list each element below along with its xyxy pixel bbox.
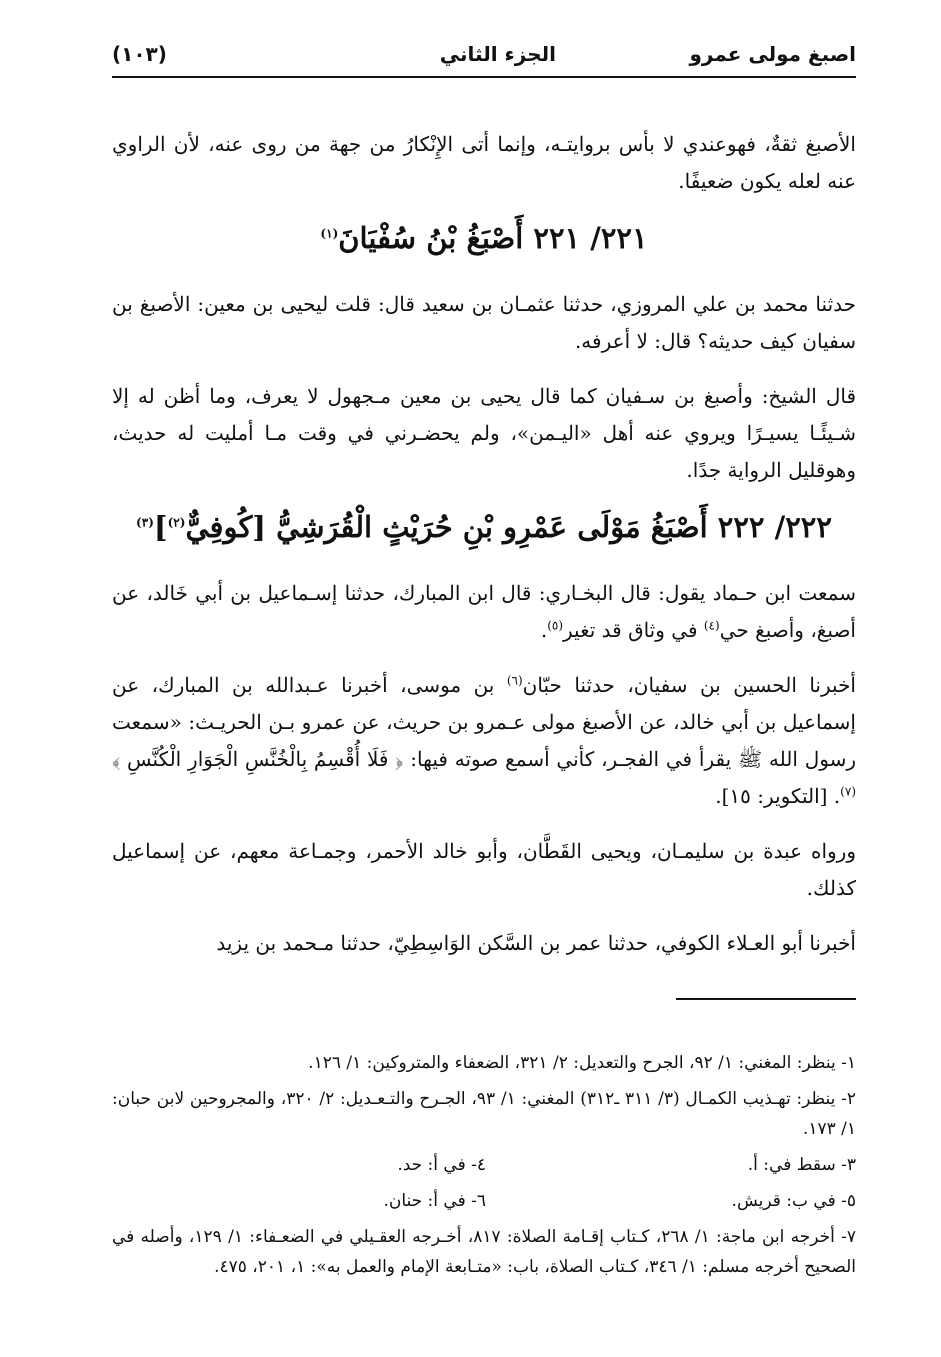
footnote-2: ٢- ينظر: تهـذيب الكمـال (٣/ ٣١١ ـ٣١٢) المغني: ١/ ٩٣، الجـرح والتـعـديل: ٢/ ٣٢٠، والمجروحين لابن حبان: ١/ ١٧٣.: [112, 1089, 856, 1139]
footnote-3: ٣- سقط في: أ.: [747, 1155, 856, 1175]
paragraph-5-c: . [التكوير: ١٥].: [715, 784, 841, 808]
entry-heading-222-text: ٢٢٢/ ٢٢٢ أَصْبَغُ مَوْلَى عَمْرِو بْنِ حُرَيْثٍ الْقُرَشِيُّ [كُوفِيٌّ: [185, 510, 832, 544]
footnote-ref-1: (١): [320, 226, 339, 241]
paragraph-4-mid: في وثاق قد تغير: [563, 618, 704, 642]
paragraph-7: أخبرنا أبو العـلاء الكوفي، حدثنا عمر بن السَّكن الوَاسِطِيّ، حدثنا مـحمد بن يزيد: [216, 931, 856, 955]
running-head-title: اصبغ مولى عمرو: [689, 42, 856, 66]
paragraph-4-end: .: [540, 618, 548, 642]
footnote-row-5-6: [112, 1186, 856, 1216]
paragraph-3: قال الشيخ: وأصبغ بن سـفيان كما قال يحيى بن معين مـجهول لا يعرف، وما أظن له إلا شـيئًـا يسيـرًا ويروي عنه أهل «اليـمن»، ولم يحضـرني في وقت مـا أمليت له حديث، وهوقليل الرواية جدًا.: [112, 384, 856, 482]
paragraph-4: [112, 575, 856, 649]
entry-heading-221-text: ٢٢١/ ٢٢١ أَصْبَغُ بْنُ سُفْيَانَ: [338, 221, 648, 255]
paragraph-5: [112, 667, 856, 815]
paragraph-1: الأصبغ ثقةٌ، فهوعندي لا بأس بروايتـه، وإنما أتى الإِنْكارُ من جهة من روى عنه، لأن الراوي عنه لعله يكون ضعيفًا.: [112, 132, 856, 193]
footnote-5: ٥- في ب: قريش.: [731, 1191, 856, 1211]
footnote-ref-2: (٢): [167, 515, 186, 530]
running-head-part: الجزء الثاني: [439, 42, 556, 66]
footnote-ref-7: (٧): [840, 784, 856, 799]
running-head: [112, 30, 856, 78]
footnote-ref-4: (٤): [703, 618, 720, 633]
footnote-ref-5: (٥): [547, 618, 564, 633]
footnote-separator: [676, 998, 856, 1000]
entry-heading-222-bracket: ]: [153, 510, 168, 544]
paragraph-5-b: بن موسى، أخبرنا عـبدالله بن المبارك، عن إسماعيل بن أبي خالد، عن الأصبغ مولى عـمرو بن حريث، عن عمرو بـن الحريـث: «سمعت رسول الله ﷺ يقرأ في الفجـر، كأني أسمع صوته فيها: ﴿ فَلَا أُقْسِمُ بِالْخُنَّسِ الْجَوَارِ الْكُنَّسِ ﴾: [112, 673, 856, 771]
paragraph-4-text: سمعت ابن حـماد يقول: قال البخـاري: قال ابن المبارك، حدثنا إسـماعيل بن أبي خَالد، عن أصبغ، وأصبغ حي: [112, 581, 856, 642]
page-number: (١٠٣): [112, 42, 167, 66]
body-text: [112, 126, 856, 962]
paragraph-2: حدثنا محمد بن علي المروزي، حدثنا عثمـان بن سعيد قال: قلت ليحيى بن معين: الأصبغ بن سفيان كيف حديثه؟ قال: لا أعرفه.: [112, 292, 856, 353]
book-page: [112, 30, 856, 1350]
entry-heading-222: [112, 507, 856, 547]
footnote-4: ٤- في أ: حد.: [397, 1155, 486, 1175]
paragraph-6: ورواه عبدة بن سليمـان، ويحيى القَطَّان، وأبو خالد الأحمر، وجمـاعة معهم، عن إسماعيل كذلك.: [112, 839, 856, 900]
footnotes: [112, 1048, 856, 1282]
footnote-row-3-4: [112, 1150, 856, 1180]
entry-heading-221: [112, 218, 856, 258]
footnote-7: ٧- أخرجه ابن ماجة: ١/ ٢٦٨، كـتاب إقـامة الصلاة: ٨١٧، أخـرجه العقـيلي في الضعـفاء: ١/ ١٢٩، وأصله في الصحيح أخرجه مسلم: ١/ ٣٤٦، كـتاب الصلاة، باب: «متـابعة الإمام والعمل به»: ١، ٢٠١، ٤٧٥.: [112, 1227, 856, 1277]
footnote-ref-3: (٣): [136, 515, 154, 530]
footnote-ref-6: (٦): [506, 673, 523, 688]
footnote-1: ١- ينظر: المغني: ١/ ٩٢، الجرح والتعديل: ٢/ ٣٢١، الضعفاء والمتروكين: ١/ ١٢٦.: [308, 1053, 856, 1073]
footnote-6: ٦- في أ: حنان.: [383, 1191, 486, 1211]
paragraph-5-a: أخبرنا الحسين بن سفيان، حدثنا حبّان: [522, 673, 856, 697]
